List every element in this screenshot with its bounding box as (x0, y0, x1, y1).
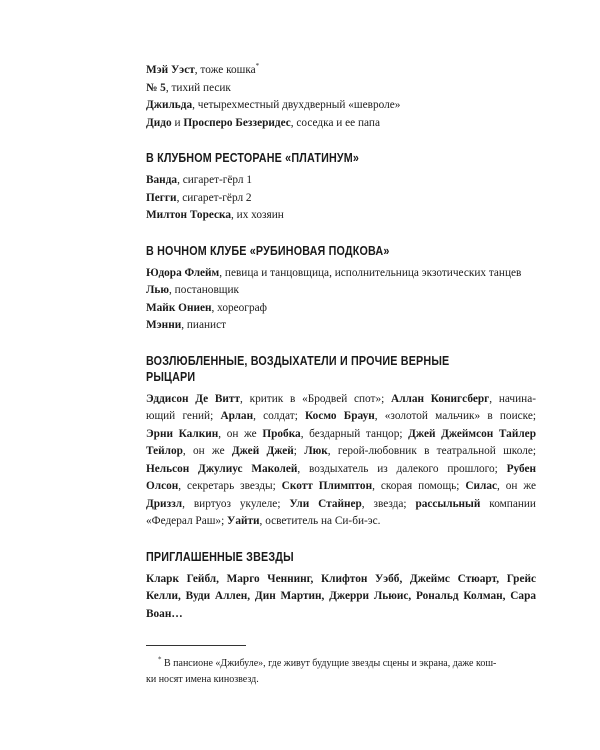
character-desc: , бездарный танцор; (300, 427, 409, 440)
character-name: Нельсон Джулиус Маколей (146, 462, 298, 475)
footnote-divider (146, 645, 246, 646)
character-name: Джильда (146, 99, 193, 111)
character-name: Эддисон Де Витт (146, 392, 241, 405)
lovers-line (146, 426, 536, 444)
character-desc: , «золотой мальчик» в поиске; (374, 410, 536, 422)
guests-line: Кларк Гейбл, Марго Ченнинг, Клифтон Уэбб, Джеймс Стюарт, Грейс (146, 572, 536, 585)
character-desc: , пианист (181, 319, 227, 331)
section-heading: ПРИГЛАШЕННЫЕ ЗВЕЗДЫ (146, 549, 294, 564)
character-desc: , певица и танцовщица, исполнительница экзотических танцев (219, 266, 522, 279)
guests-paragraph (146, 571, 536, 624)
cast-line (146, 190, 536, 208)
lovers-line (146, 496, 536, 514)
book-page (146, 62, 536, 688)
character-desc: , сигарет-гёрл 2 (176, 191, 252, 204)
character-name: Пробка (262, 427, 301, 440)
character-desc: , начина- (489, 392, 536, 405)
character-name: Тейлор (146, 445, 183, 457)
character-desc: , звезда; (361, 497, 416, 510)
lovers-line (146, 391, 536, 409)
character-name: Люк (304, 445, 328, 457)
character-name: Милтон Тореска (146, 209, 232, 221)
character-name: Олсон (146, 480, 179, 492)
section-heading: В КЛУБНОМ РЕСТОРАНЕ «ПЛАТИНУМ» (146, 151, 360, 165)
character-desc: , постановщик (169, 284, 240, 296)
connector-text: и (171, 116, 184, 129)
character-desc: , скорая помощь; (372, 480, 466, 492)
lovers-line (146, 443, 536, 461)
character-desc: , сигарет-гёрл 1 (177, 174, 253, 186)
guests-line: Воан… (146, 607, 183, 620)
character-name: Дидо (146, 116, 172, 129)
cast-line (146, 317, 536, 335)
guests-line: Келли, Вуди Аллен, Дин Мартин, Джерри Льюис, Рональд Колман, Сара (146, 590, 536, 602)
character-name: Лью (146, 284, 170, 296)
character-desc: , критик в «Бродвей спот»; (240, 392, 392, 405)
character-desc: ющий гений; (146, 410, 221, 422)
cast-line (146, 80, 536, 98)
cast-line (146, 97, 536, 115)
character-name: Дриззл (146, 497, 183, 510)
footnote-line (146, 656, 536, 672)
character-desc: , воздыхатель из далекого прошлого; (297, 462, 507, 475)
character-name: Аллан Конигсберг (391, 392, 490, 405)
character-name: Джей Джей (231, 445, 294, 457)
character-name: Космо Браун (305, 410, 375, 422)
character-name: Майк Ониен (146, 301, 212, 314)
character-name: рассыльный (415, 497, 481, 510)
character-desc: , солдат; (253, 410, 306, 422)
character-desc: , герой-любовник в театральной школе; (327, 445, 537, 457)
footnote-marker: * (255, 62, 260, 71)
character-desc: , виртуоз укулеле; (182, 497, 290, 510)
footnote-text: В пансионе «Джибуле», где живут будущие звезды сцены и экрана, даже кош- (161, 658, 497, 669)
character-desc: , хореограф (211, 301, 267, 314)
footnote (146, 656, 536, 688)
section-ruby (146, 243, 536, 335)
character-desc: , соседка и ее папа (290, 116, 380, 129)
section-platinum (146, 150, 536, 225)
lovers-line (146, 513, 536, 531)
character-desc: , их хозяин (231, 209, 284, 221)
cast-line (146, 300, 536, 318)
character-name: Арлан (220, 410, 254, 422)
cast-line (146, 282, 536, 300)
section-heading: В НОЧНОМ КЛУБЕ «РУБИНОВАЯ ПОДКОВА» (146, 243, 390, 258)
character-desc: , секретарь звезды; (178, 480, 282, 492)
character-name: Эрни Калкин (146, 427, 219, 440)
character-desc: , тихий песик (165, 81, 231, 94)
cast-line (146, 265, 536, 283)
character-name: Мэй Уэст (146, 64, 195, 76)
lovers-line (146, 408, 536, 426)
character-name: Рубен (506, 462, 536, 475)
section-lovers (146, 353, 536, 531)
cast-line (146, 62, 536, 80)
character-desc: , он же (182, 445, 232, 457)
lovers-paragraph (146, 391, 536, 531)
character-desc: , четырехместный двухдверный «шевроле» (192, 99, 401, 111)
character-name: Юдора Флейм (146, 266, 220, 279)
lovers-line (146, 461, 536, 479)
character-name: Силас (465, 480, 498, 492)
cast-line (146, 172, 536, 190)
cast-line (146, 115, 536, 133)
character-name: Ули Стайнер (289, 497, 362, 510)
character-name: Ванда (146, 174, 178, 186)
character-desc: ; (293, 445, 305, 457)
character-desc: компании (480, 497, 536, 510)
footnote-line: ки носят имена кинозвезд. (146, 674, 259, 685)
footnote-marker: * (158, 655, 162, 664)
character-desc: , осветитель на Си-би-эс. (259, 515, 381, 527)
section-heading: ВОЗЛЮБЛЕННЫЕ, ВОЗДЫХАТЕЛИ И ПРОЧИЕ ВЕРНЫЕ РЫЦАРИ (146, 353, 450, 384)
character-desc: , он же (218, 427, 263, 440)
character-name: Джей Джеймсон Тайлер (408, 427, 536, 440)
cast-list-top (146, 62, 536, 132)
character-desc: , он же (497, 480, 537, 492)
character-name: Мэнни (146, 319, 182, 331)
lovers-line (146, 478, 536, 496)
character-desc: «Федерал Раш»; (146, 515, 228, 527)
cast-line (146, 207, 536, 225)
character-name: Просперо Беззеридес (183, 116, 291, 129)
character-name: № 5 (146, 81, 166, 94)
character-name: Уайти (227, 515, 260, 527)
section-guests (146, 549, 536, 624)
character-name: Пегги (146, 191, 177, 204)
character-name: Скотт Плимптон (281, 480, 373, 492)
character-desc: , тоже кошка (194, 64, 256, 76)
